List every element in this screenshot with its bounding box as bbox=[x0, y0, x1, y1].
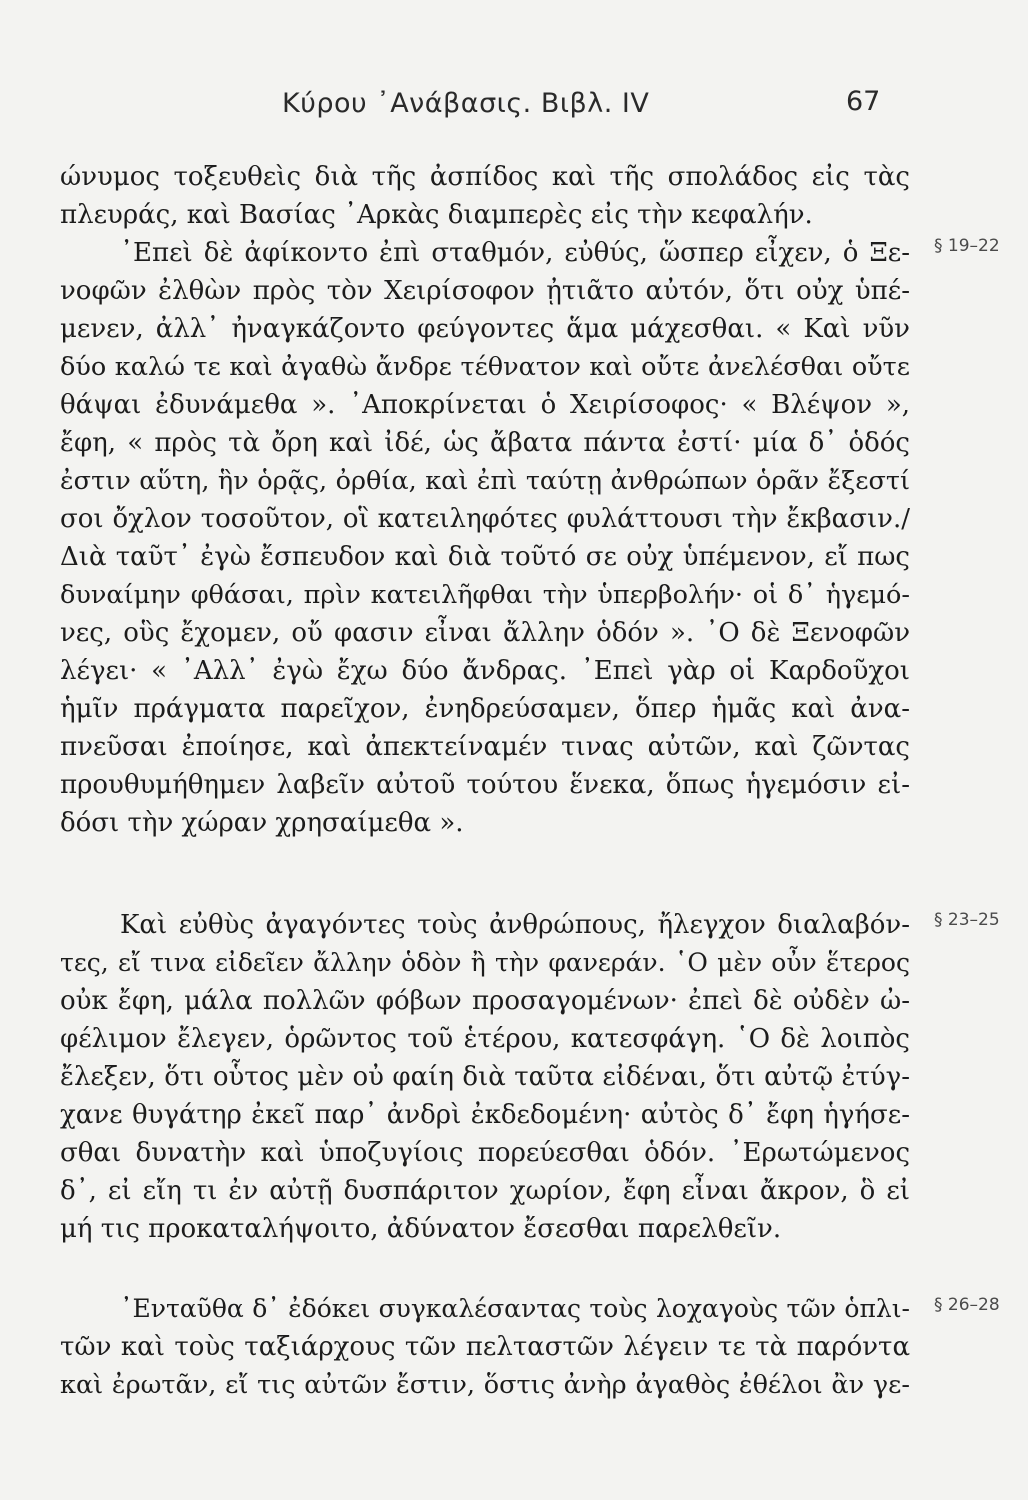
text-line: Καὶ εὐθὺς ἀγαγόντες τοὺς ἀνθρώπους, ἤλεγχον διαλαβόν- bbox=[120, 910, 910, 940]
text-line: θάψαι ἐδυνάμεθα ». ᾿Αποκρίνεται ὁ Χειρίσοφος· « Βλέψον », bbox=[60, 390, 910, 420]
text-line: λέγει· « ᾿Αλλ᾿ ἐγὼ ἔχω δύο ἄνδρας. ᾿Επεὶ γὰρ οἱ Καρδοῦχοι bbox=[60, 656, 910, 686]
text-line: ἔφη, « πρὸς τὰ ὄρη καὶ ἰδέ, ὡς ἄβατα πάντα ἐστί· μία δ᾿ ὁδός bbox=[60, 428, 910, 458]
text-line: Διὰ ταῦτ᾿ ἐγὼ ἔσπευδον καὶ διὰ τοῦτό σε οὐχ ὑπέμενον, εἴ πως bbox=[60, 542, 910, 572]
text-line: ἔλεξεν, ὅτι οὗτος μὲν οὐ φαίη διὰ ταῦτα εἰδέναι, ὅτι αὐτῷ ἐτύγ- bbox=[60, 1062, 910, 1092]
text-line: τες, εἴ τινα εἰδεῖεν ἄλλην ὁδὸν ἢ τὴν φανεράν. ῾Ο μὲν οὖν ἕτερος bbox=[60, 948, 910, 977]
text-line: ᾿Ενταῦθα δ᾿ ἐδόκει συγκαλέσαντας τοὺς λοχαγοὺς τῶν ὁπλι- bbox=[120, 1294, 910, 1323]
running-title: Κύρου ᾿Ανάβασις. Βιβλ. IV bbox=[282, 88, 650, 119]
text-line: ώνυμος τοξευθεὶς διὰ τῆς ἀσπίδος καὶ τῆς σπολάδος εἰς τὰς bbox=[60, 162, 910, 192]
text-line: ᾿Επεὶ δὲ ἀφίκοντο ἐπὶ σταθμόν, εὐθύς, ὥσπερ εἶχεν, ὁ Ξε- bbox=[120, 238, 910, 268]
text-line: ἐστιν αὕτη, ἣν ὁρᾷς, ὀρθία, καὶ ἐπὶ ταύτῃ ἀνθρώπων ὁρᾶν ἔξεστί bbox=[60, 466, 910, 496]
margin-section-ref: § 19–22 bbox=[934, 236, 1000, 256]
text-line: πλευράς, καὶ Βασίας ᾿Αρκὰς διαμπερὲς εἰς τὴν κεφαλήν. bbox=[60, 200, 813, 230]
text-line: δυναίμην φθάσαι, πρὶν κατειλῆφθαι τὴν ὑπερβολήν· οἱ δ᾿ ἡγεμό- bbox=[60, 580, 910, 610]
margin-section-ref: § 23–25 bbox=[934, 910, 1000, 930]
page-number: 67 bbox=[846, 86, 881, 117]
text-line: νοφῶν ἐλθὼν πρὸς τὸν Χειρίσοφον ᾐτιᾶτο αὐτόν, ὅτι οὐχ ὑπέ- bbox=[60, 276, 910, 306]
text-line: φέλιμον ἔλεγεν, ὁρῶντος τοῦ ἑτέρου, κατεσφάγη. ῾Ο δὲ λοιπὸς bbox=[60, 1024, 910, 1054]
text-line: προυθυμήθημεν λαβεῖν αὐτοῦ τούτου ἕνεκα, ὅπως ἡγεμόσιν εἰ- bbox=[60, 770, 910, 800]
text-line: δ᾿, εἰ εἴη τι ἐν αὐτῇ δυσπάριτον χωρίον, ἔφη εἶναι ἄκρον, ὃ εἰ bbox=[60, 1176, 910, 1206]
text-line: δύο καλώ τε καὶ ἀγαθὼ ἄνδρε τέθνατον καὶ οὔτε ἀνελέσθαι οὔτε bbox=[60, 352, 910, 382]
text-line: ἡμῖν πράγματα παρεῖχον, ἐνηδρεύσαμεν, ὅπερ ἡμᾶς καὶ ἀνα- bbox=[60, 694, 910, 724]
text-line: δόσι τὴν χώραν χρησαίμεθα ». bbox=[60, 808, 464, 838]
text-line: οὐκ ἔφη, μάλα πολλῶν φόβων προσαγομένων· ἐπεὶ δὲ οὐδὲν ὠ- bbox=[60, 986, 910, 1016]
margin-section-ref: § 26–28 bbox=[934, 1295, 1000, 1315]
text-line: καὶ ἐρωτᾶν, εἴ τις αὐτῶν ἔστιν, ὅστις ἀνὴρ ἀγαθὸς ἐθέλοι ἂν γε- bbox=[60, 1370, 910, 1400]
text-line: σοι ὄχλον τοσοῦτον, οἳ κατειληφότες φυλάττουσι τὴν ἔκβασιν./ bbox=[60, 504, 910, 534]
text-line: πνεῦσαι ἐποίησε, καὶ ἀπεκτείναμέν τινας αὐτῶν, καὶ ζῶντας bbox=[60, 732, 910, 762]
text-line: μή τις προκαταλήψοιτο, ἀδύνατον ἔσεσθαι παρελθεῖν. bbox=[60, 1214, 782, 1244]
text-line: νες, οὓς ἔχομεν, οὔ φασιν εἶναι ἄλλην ὁδόν ». ᾿Ο δὲ Ξενοφῶν bbox=[60, 618, 910, 648]
text-line: τῶν καὶ τοὺς ταξιάρχους τῶν πελταστῶν λέγειν τε τὰ παρόντα bbox=[60, 1332, 910, 1362]
text-line: σθαι δυνατὴν καὶ ὑποζυγίοις πορεύεσθαι ὁδόν. ᾿Ερωτώμενος bbox=[60, 1138, 910, 1168]
text-line: χανε θυγάτηρ ἐκεῖ παρ᾿ ἀνδρὶ ἐκδεδομένη· αὐτὸς δ᾿ ἔφη ἡγήσε- bbox=[60, 1100, 910, 1130]
text-line: μενεν, ἀλλ᾿ ἠναγκάζοντο φεύγοντες ἅμα μάχεσθαι. « Καὶ νῦν bbox=[60, 314, 910, 344]
